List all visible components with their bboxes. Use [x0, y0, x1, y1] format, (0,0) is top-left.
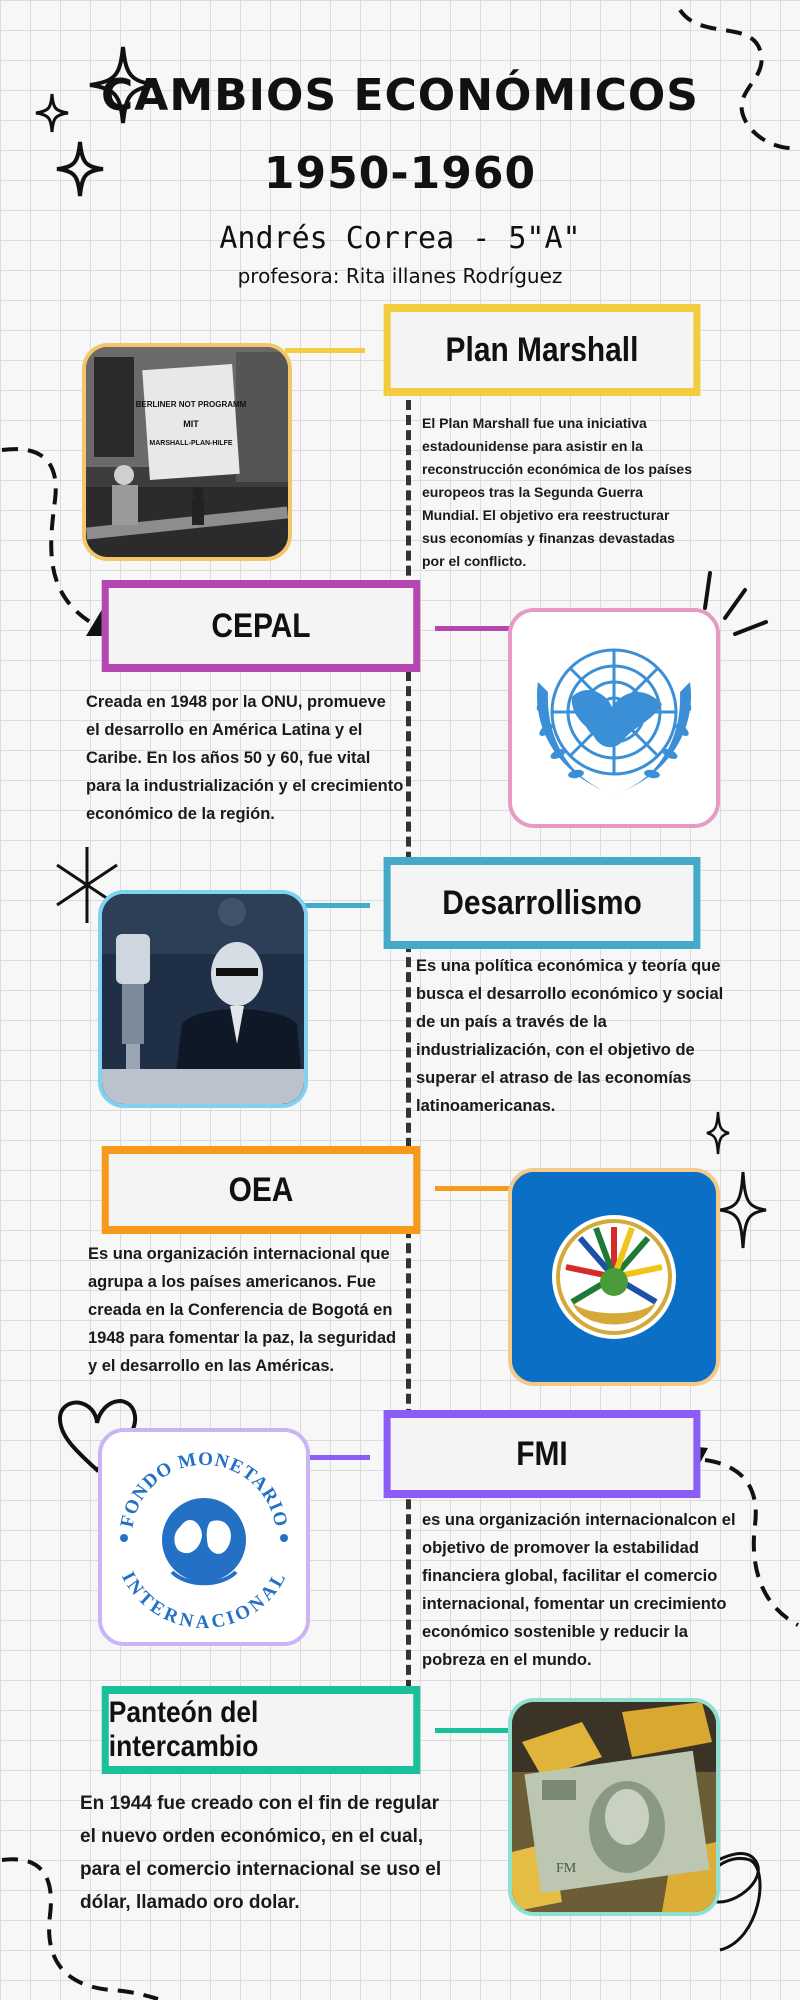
section-description: En 1944 fue creado con el fin de regular el nuevo orden económico, en el cual, para el comercio internacional se uso el dólar, llamado oro dolar.: [80, 1793, 442, 1913]
section-title: CEPAL: [211, 606, 311, 645]
author-name: Andrés Correa - 5"A": [219, 221, 581, 256]
connector-line: [435, 626, 515, 631]
section-title-box: [384, 857, 701, 949]
page-title-line1: CAMBIOS ECONÓMICOS: [101, 70, 699, 121]
section-title: Plan Marshall: [445, 330, 639, 369]
section-description: Es una organización internacional que agrupa a los países americanos. Fue creada en la Conferencia de Bogotá en 1948 para fomentar la paz, la seguridad y el desarrollo en las Américas.: [88, 1245, 397, 1375]
section-title: FMI: [516, 1434, 568, 1473]
section-title-box: [384, 304, 701, 396]
sign-text-3: MARSHALL-PLAN-HILFE: [149, 440, 233, 447]
section-description: Es una política económica y teoría que busca el desarrollo económico y social de un país a través de la industrialización, con el objetivo de superar el atraso de las economías latinoamericanas.: [416, 957, 724, 1115]
sign-text-2: MIT: [183, 419, 199, 429]
oea-flag-image: [508, 1168, 720, 1386]
plan-marshall-photo: [82, 343, 292, 561]
connector-line: [435, 1186, 515, 1191]
desarrollismo-photo: [98, 890, 308, 1108]
svg-text:FM: FM: [556, 1861, 577, 1876]
sparkle-icon-oea-large: [718, 1170, 768, 1250]
dollar-gold-image: [508, 1698, 720, 1916]
connector-line: [435, 1728, 515, 1733]
section-description: es una organización internacionalcon el objetivo de promover la estabilidad financiera global, facilitar el comercio internacional, fomentar un crecimiento económico sostenible y reducir la pobreza en el mundo.: [422, 1511, 736, 1669]
connector-line: [285, 348, 365, 353]
section-title-box: [102, 580, 421, 672]
fmi-seal-image: [98, 1428, 310, 1646]
page-title-line2: 1950-1960: [263, 148, 537, 199]
sign-text-1: BERLINER NOT PROGRAMM: [135, 400, 247, 409]
section-title: OEA: [228, 1170, 294, 1209]
connector-line: [300, 903, 370, 908]
section-description: Creada en 1948 por la ONU, promueve el desarrollo en América Latina y el Caribe. En los años 50 y 60, fue vital para la industrialización y el crecimiento económico de la región.: [86, 693, 404, 823]
teacher-name: profesora: Rita illanes Rodríguez: [237, 264, 563, 288]
section-title: Panteón del intercambio: [108, 1696, 259, 1763]
section-title-box: [102, 1686, 421, 1774]
section-title-box: [384, 1410, 701, 1498]
section-title: Desarrollismo: [442, 883, 642, 922]
section-title-box: [102, 1146, 421, 1234]
seal-bottom-text: INTERNACIONAL: [117, 1568, 291, 1633]
connector-line: [300, 1455, 370, 1460]
un-emblem-image: [508, 608, 720, 828]
section-description: El Plan Marshall fue una iniciativa estadounidense para asistir en la reconstrucción económica de los países europeos tras la Segunda Guerra Mundial. El objetivo era reestructurar sus economías y finanzas devastadas por el conflicto.: [422, 415, 692, 569]
seal-top-text: FONDO MONETARIO: [116, 1448, 292, 1530]
